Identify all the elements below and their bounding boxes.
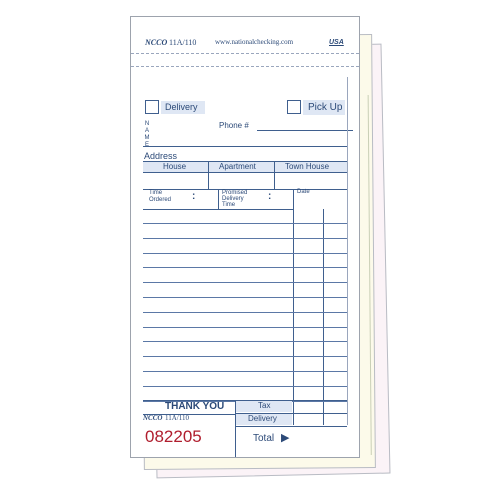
perforation-line <box>131 53 359 54</box>
delivery-total-label: Delivery <box>248 414 277 423</box>
delivery-total-line <box>235 426 347 427</box>
order-item-line[interactable] <box>143 386 347 387</box>
phone-label: Phone # <box>219 121 249 130</box>
order-item-line[interactable] <box>143 297 347 298</box>
order-item-line[interactable] <box>143 341 347 342</box>
price-column-right <box>347 77 348 425</box>
ncco-logo: NCCO <box>145 38 168 47</box>
time-ordered-colon: : <box>192 191 196 202</box>
perforation-line-2 <box>131 66 359 67</box>
total-arrow-icon: ▶ <box>281 432 290 444</box>
tax-label: Tax <box>258 401 271 410</box>
ncco-logo-bottom: NCCO <box>143 414 163 422</box>
promised-time-colon: : <box>268 191 272 202</box>
phone-line[interactable] <box>257 130 353 131</box>
promised-time-label: Promised Delivery Time <box>222 190 248 208</box>
order-item-line[interactable] <box>143 327 347 328</box>
order-item-line[interactable] <box>143 312 347 313</box>
address-divider-1 <box>208 161 209 189</box>
delivery-checkbox[interactable] <box>145 100 159 114</box>
name-label: N A M E <box>144 121 150 148</box>
order-item-line[interactable] <box>143 238 347 239</box>
order-item-line[interactable] <box>143 223 347 224</box>
country-label: USA <box>329 39 344 46</box>
order-item-line[interactable] <box>143 253 347 254</box>
order-item-line[interactable] <box>143 356 347 357</box>
time-divider <box>218 189 219 209</box>
name-line[interactable] <box>143 146 347 147</box>
order-item-line[interactable] <box>143 282 347 283</box>
order-item-line[interactable] <box>143 371 347 372</box>
guest-check-form <box>130 16 360 458</box>
address-label: Address <box>144 151 178 161</box>
address-col-house: House <box>163 162 187 171</box>
ticket-number: 082205 <box>145 427 202 446</box>
address-divider-2 <box>274 161 275 189</box>
website-text: www.nationalchecking.com <box>215 38 294 46</box>
time-bottom-line <box>143 209 293 210</box>
time-ordered-label: Time Ordered <box>149 190 172 203</box>
price-column-mid <box>323 209 324 425</box>
pickup-label: Pick Up <box>308 102 343 113</box>
address-header-line <box>143 172 347 173</box>
date-label: Date <box>297 189 310 195</box>
address-col-apartment: Apartment <box>219 162 256 171</box>
address-col-townhouse: Town House <box>285 162 330 171</box>
form-code-top: 11A/110 <box>169 38 197 47</box>
pickup-checkbox[interactable] <box>287 100 301 114</box>
price-column-left <box>293 189 294 425</box>
total-label: Total <box>253 433 275 444</box>
thank-you-text: THANK YOU <box>165 401 225 412</box>
form-code-bottom: 11A/110 <box>165 414 189 422</box>
delivery-label: Delivery <box>165 102 198 112</box>
order-item-line[interactable] <box>143 267 347 268</box>
